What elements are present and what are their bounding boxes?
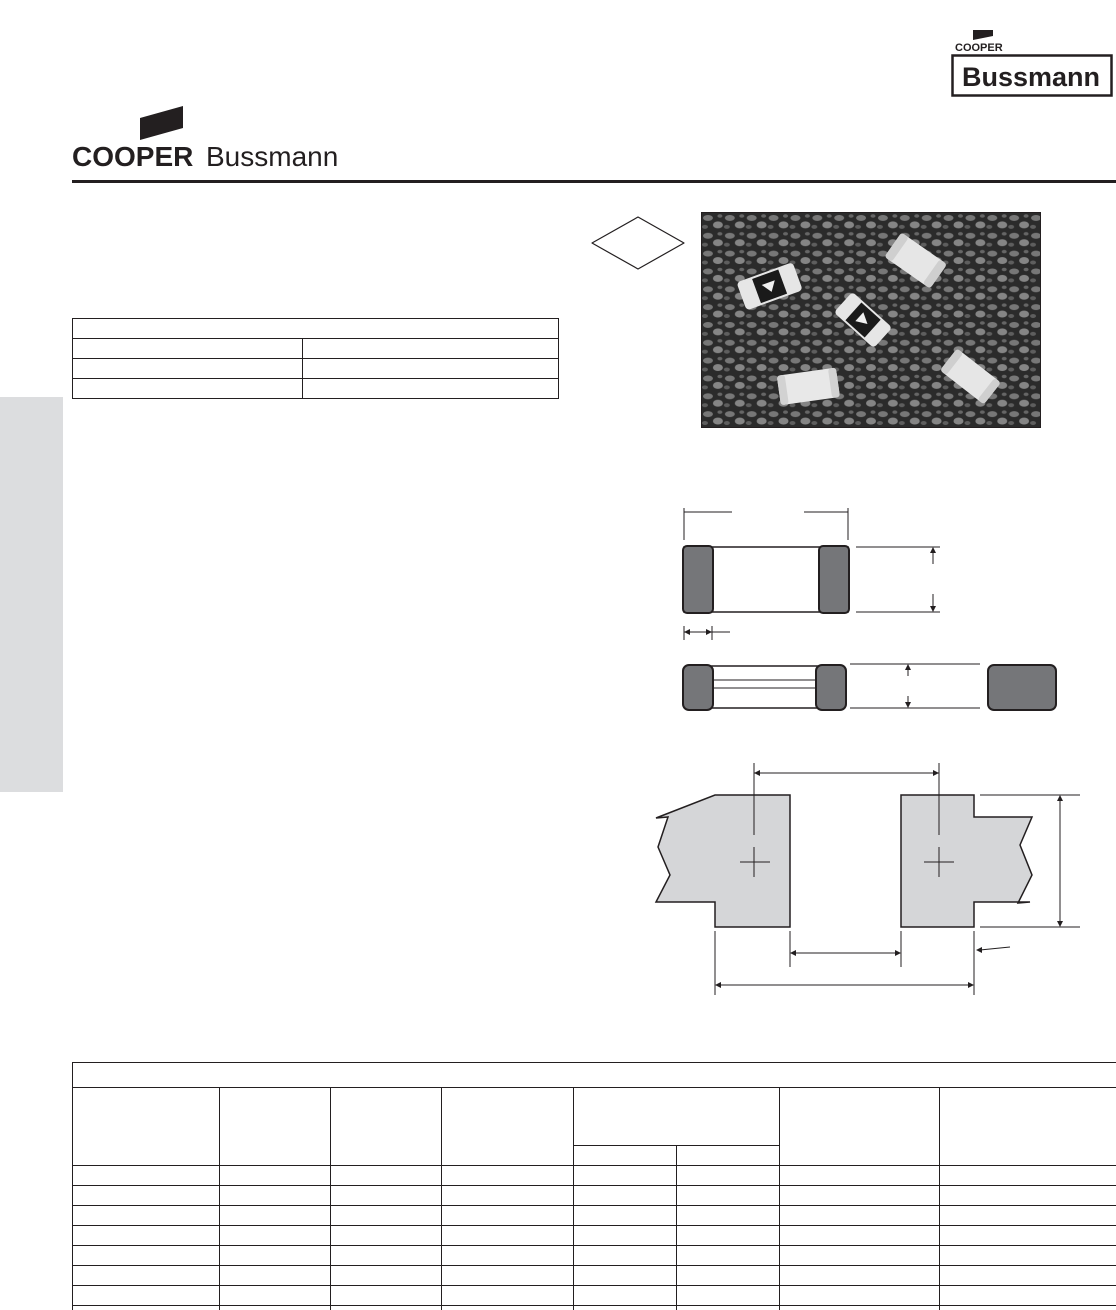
table-cell — [73, 1266, 220, 1286]
table-cell — [331, 1286, 442, 1306]
small-logo-main-word: Bussmann — [962, 62, 1101, 92]
table-cell — [331, 1186, 442, 1206]
table-cell — [220, 1166, 331, 1186]
table-cell — [73, 1226, 220, 1246]
ratings-table-title-row — [73, 1063, 1116, 1088]
table-cell — [780, 1166, 940, 1186]
table-cell — [331, 1206, 442, 1226]
table-cell — [73, 1206, 220, 1226]
column-header — [940, 1088, 1116, 1166]
table-cell — [442, 1166, 574, 1186]
table-cell — [73, 1186, 220, 1206]
ratings-table-title — [73, 1063, 1116, 1088]
table-cell — [331, 1266, 442, 1286]
spec-value — [303, 339, 559, 359]
table-cell — [574, 1246, 677, 1266]
table-cell — [940, 1266, 1116, 1286]
spec-label — [73, 379, 303, 399]
table-cell — [677, 1166, 780, 1186]
table-cell — [780, 1286, 940, 1306]
table-row — [73, 1306, 1116, 1310]
spec-table-row — [73, 359, 559, 379]
pad-layout-drawing — [640, 755, 1116, 1000]
table-cell — [442, 1246, 574, 1266]
table-row — [73, 1166, 1116, 1186]
table-cell — [220, 1186, 331, 1206]
table-cell — [442, 1206, 574, 1226]
spec-table — [72, 318, 559, 399]
table-cell — [220, 1266, 331, 1286]
spec-label — [73, 359, 303, 379]
brand-logo-small — [951, 30, 1113, 98]
table-cell — [73, 1246, 220, 1266]
table-cell — [574, 1266, 677, 1286]
table-row — [73, 1226, 1116, 1246]
table-cell — [677, 1266, 780, 1286]
certification-badge — [590, 214, 686, 272]
column-header — [73, 1088, 220, 1166]
table-row — [73, 1186, 1116, 1206]
company-logo — [72, 106, 372, 168]
table-cell — [780, 1266, 940, 1286]
column-header — [442, 1088, 574, 1166]
column-header — [331, 1088, 442, 1166]
table-cell — [940, 1286, 1116, 1306]
table-row — [73, 1286, 1116, 1306]
ratings-table-body — [73, 1166, 1116, 1310]
table-cell — [677, 1206, 780, 1226]
product-photo — [701, 212, 1041, 428]
sub-column-header — [574, 1146, 677, 1166]
spec-table-row — [73, 339, 559, 359]
table-cell — [780, 1206, 940, 1226]
table-cell — [220, 1286, 331, 1306]
table-cell — [940, 1306, 1116, 1310]
column-header — [574, 1088, 780, 1146]
spec-table-row — [73, 319, 559, 339]
table-cell — [574, 1286, 677, 1306]
spec-label — [73, 339, 303, 359]
small-logo-top-word: COOPER — [955, 42, 1003, 54]
table-cell — [73, 1306, 220, 1310]
table-cell — [940, 1246, 1116, 1266]
table-cell — [780, 1186, 940, 1206]
table-row — [73, 1206, 1116, 1226]
table-cell — [442, 1286, 574, 1306]
spec-value — [303, 359, 559, 379]
table-cell — [940, 1166, 1116, 1186]
side-tab — [0, 397, 63, 792]
table-cell — [677, 1226, 780, 1246]
ratings-table — [72, 1062, 1116, 1310]
table-cell — [331, 1166, 442, 1186]
table-cell — [940, 1186, 1116, 1206]
spec-value — [303, 379, 559, 399]
table-cell — [442, 1306, 574, 1310]
spec-table-row — [73, 379, 559, 399]
table-row — [73, 1266, 1116, 1286]
spec-table-title — [73, 319, 559, 339]
logo-company-word: COOPER — [72, 141, 194, 168]
ratings-table-header-row — [73, 1088, 1116, 1146]
table-cell — [574, 1306, 677, 1310]
dimension-drawing — [670, 500, 1070, 720]
table-cell — [331, 1246, 442, 1266]
table-cell — [677, 1246, 780, 1266]
table-cell — [331, 1306, 442, 1310]
table-cell — [677, 1286, 780, 1306]
table-cell — [780, 1226, 940, 1246]
sub-column-header — [677, 1146, 780, 1166]
table-cell — [677, 1306, 780, 1310]
table-row — [73, 1246, 1116, 1266]
column-header — [220, 1088, 331, 1166]
table-cell — [677, 1186, 780, 1206]
column-header — [780, 1088, 940, 1166]
table-cell — [73, 1286, 220, 1306]
table-cell — [220, 1206, 331, 1226]
table-cell — [220, 1306, 331, 1310]
table-cell — [220, 1226, 331, 1246]
table-cell — [574, 1186, 677, 1206]
table-cell — [574, 1226, 677, 1246]
table-cell — [940, 1206, 1116, 1226]
table-cell — [780, 1246, 940, 1266]
table-cell — [442, 1266, 574, 1286]
table-cell — [73, 1166, 220, 1186]
header-rule — [72, 180, 1116, 183]
table-cell — [331, 1226, 442, 1246]
table-cell — [780, 1306, 940, 1310]
table-cell — [574, 1166, 677, 1186]
table-cell — [442, 1226, 574, 1246]
table-cell — [220, 1246, 331, 1266]
table-cell — [442, 1186, 574, 1206]
table-cell — [574, 1206, 677, 1226]
table-cell — [940, 1226, 1116, 1246]
logo-brand-word: Bussmann — [206, 141, 339, 168]
